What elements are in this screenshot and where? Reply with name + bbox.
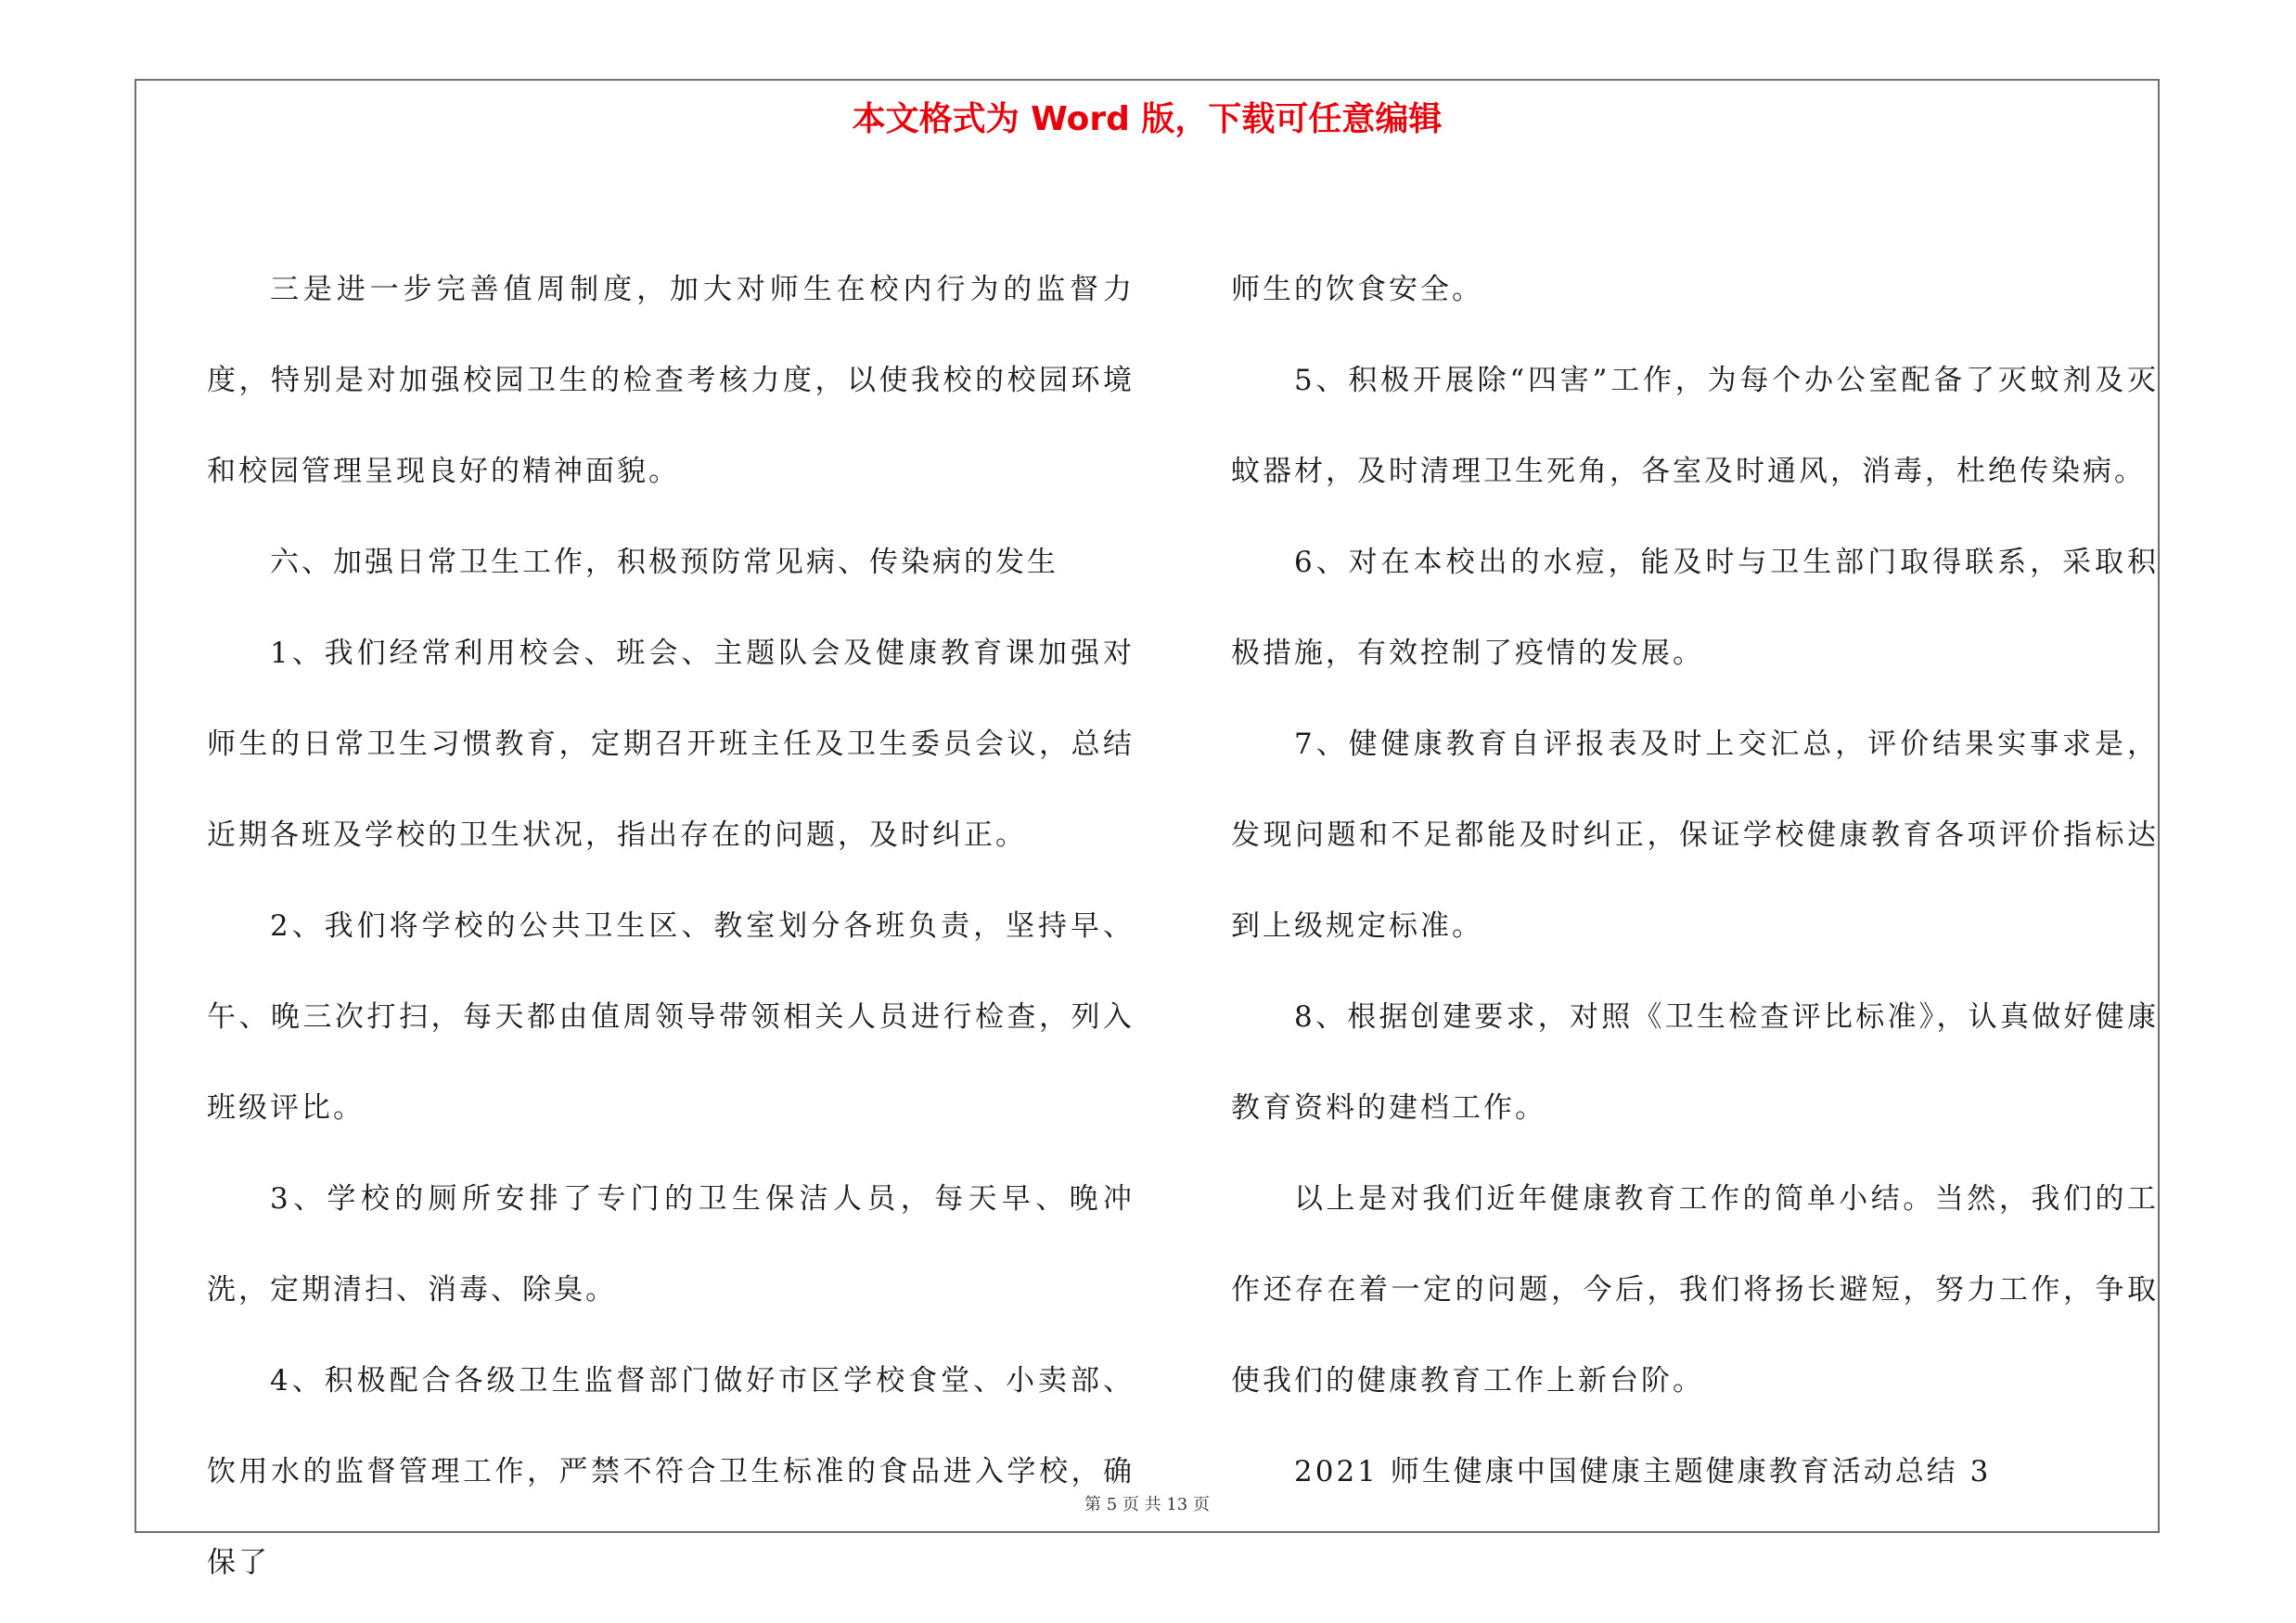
- paragraph: 6、对在本校出的水痘，能及时与卫生部门取得联系，采取积极措施，有效控制了疫情的发展。: [1231, 546, 2159, 670]
- word-format-banner: 本文格式为 Word 版，下载可任意编辑: [852, 100, 1443, 138]
- paragraph: 5、积极开展除“四害”工作，为每个办公室配备了灭蚊剂及灭蚊器材，及时清理卫生死角，各室及时通风，消毒，杜绝传染病。: [1231, 364, 2159, 488]
- paragraph: 师生的饮食安全。: [1231, 273, 1483, 306]
- right-text-column: [1231, 244, 2159, 1517]
- paragraph: 3、学校的厕所安排了专门的卫生保洁人员，每天早、晚冲洗，定期清扫、消毒、除臭。: [207, 1182, 1135, 1307]
- paragraph: 4、积极配合各级卫生监督部门做好市区学校食堂、小卖部、饮用水的监督管理工作，严禁不符合卫生标准的食品进入学校，确保了: [207, 1364, 1135, 1579]
- page-number-footer: 第 5 页 共 13 页: [1084, 1495, 1210, 1514]
- paragraph: 7、健健康教育自评报表及时上交汇总，评价结果实事求是，发现问题和不足都能及时纠正，保证学校健康教育各项评价指标达到上级规定标准。: [1231, 728, 2159, 943]
- paragraph: 三是进一步完善值周制度，加大对师生在校内行为的监督力度，特别是对加强校园卫生的检查考核力度，以使我校的校园环境和校园管理呈现良好的精神面貌。: [207, 273, 1135, 488]
- paragraph: 六、加强日常卫生工作，积极预防常见病、传染病的发生: [270, 546, 1058, 579]
- paragraph: 以上是对我们近年健康教育工作的简单小结。当然，我们的工作还存在着一定的问题，今后，我们将扬长避短，努力工作，争取使我们的健康教育工作上新台阶。: [1231, 1182, 2159, 1398]
- paragraph: 8、根据创建要求，对照《卫生检查评比标准》，认真做好健康教育资料的建档工作。: [1231, 1000, 2159, 1125]
- section-heading: 2021 师生健康中国健康主题健康教育活动总结 3: [1294, 1455, 1992, 1488]
- paragraph: 2、我们将学校的公共卫生区、教室划分各班负责，坚持早、午、晚三次打扫，每天都由值周领导带领相关人员进行检查，列入班级评比。: [207, 909, 1135, 1125]
- document-page: [135, 79, 2160, 1579]
- paragraph: 1、我们经常利用校会、班会、主题队会及健康教育课加强对师生的日常卫生习惯教育，定期召开班主任及卫生委员会议，总结近期各班及学校的卫生状况，指出存在的问题，及时纠正。: [207, 637, 1135, 852]
- left-text-column: [207, 244, 1135, 1608]
